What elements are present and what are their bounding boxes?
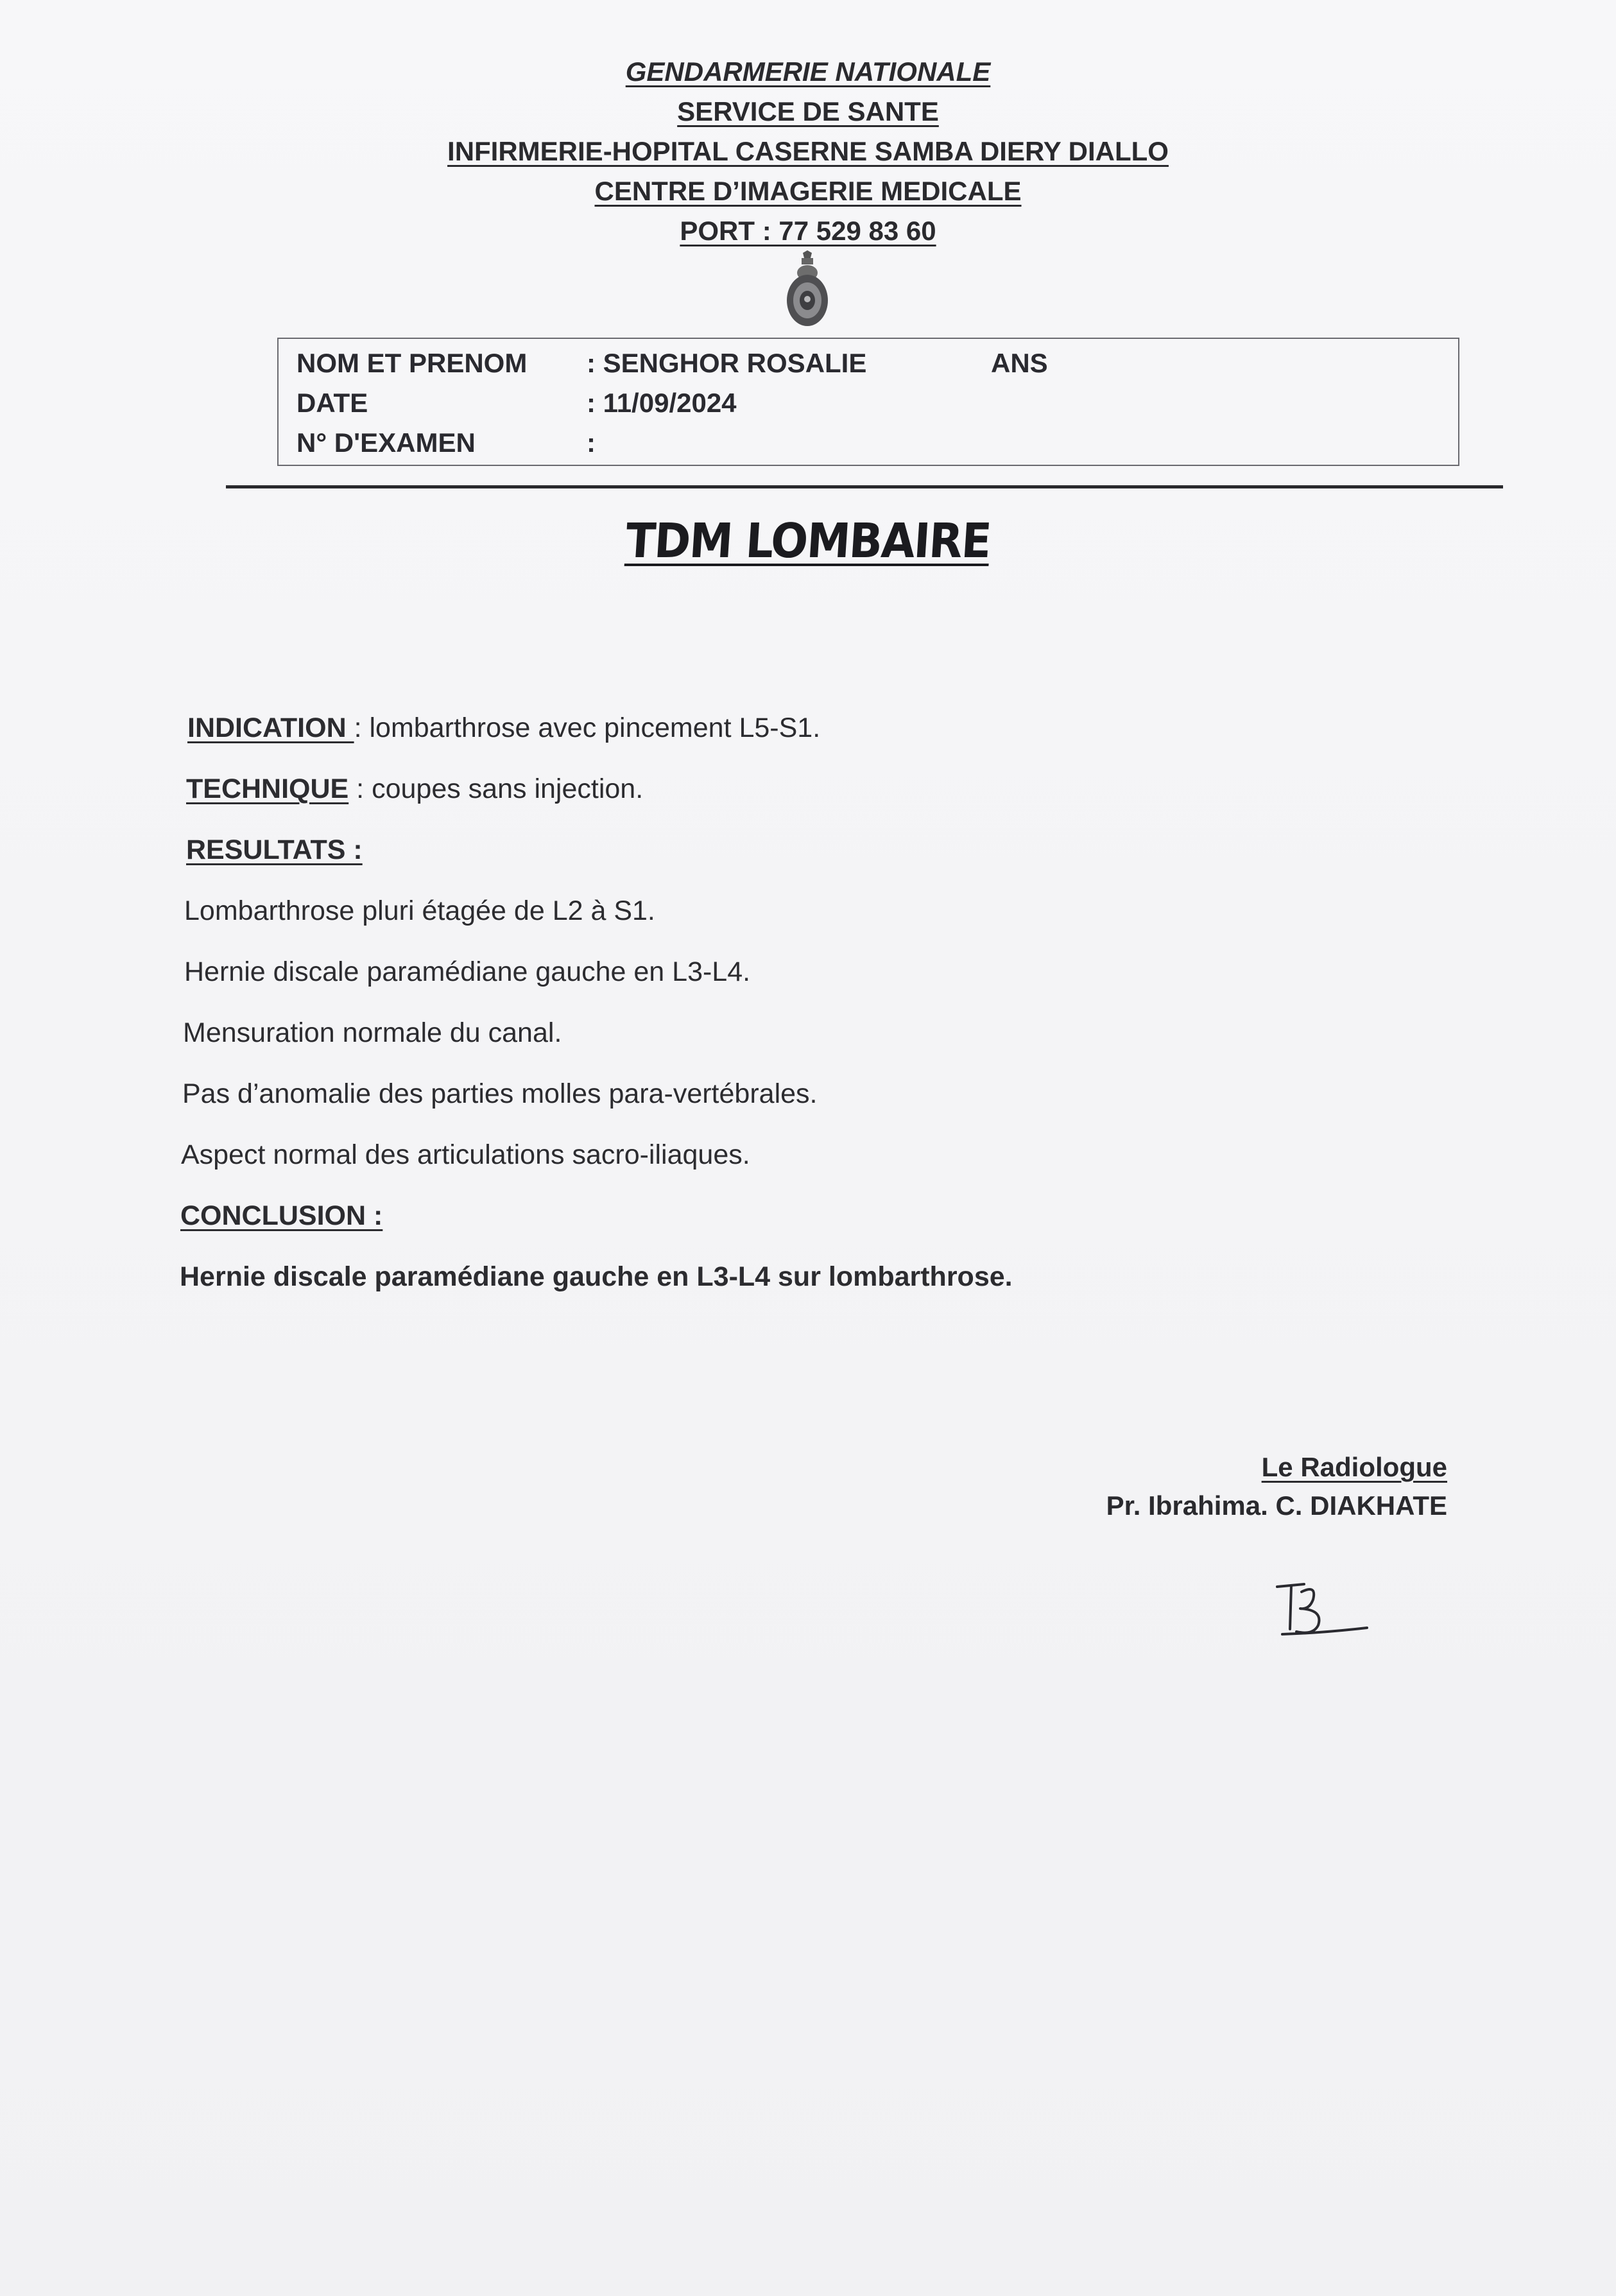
- results-label: RESULTATS :: [186, 834, 363, 865]
- results-heading: [186, 834, 363, 866]
- gendarmerie-emblem-icon: [785, 250, 830, 331]
- technique-label: TECHNIQUE: [186, 773, 349, 804]
- date-value: : 11/09/2024: [587, 388, 737, 418]
- exam-number-label: N° D'EXAMEN: [297, 427, 476, 458]
- conclusion-label: CONCLUSION :: [180, 1200, 383, 1231]
- conclusion-heading: [180, 1200, 383, 1232]
- date-label: DATE: [297, 388, 368, 418]
- header-line-5: PORT : 77 529 83 60: [680, 216, 936, 246]
- technique-line: [186, 773, 643, 805]
- header-line-2: SERVICE DE SANTE: [677, 96, 939, 126]
- result-item: Mensuration normale du canal.: [183, 1017, 562, 1048]
- exam-number-value: :: [587, 427, 596, 458]
- signatory-name: Pr. Ibrahima. C. DIAKHATE: [1106, 1490, 1447, 1521]
- handwritten-signature: [1264, 1573, 1373, 1650]
- exam-title: TDM LOMBAIRE: [624, 514, 992, 569]
- technique-text: : coupes sans injection.: [348, 773, 644, 804]
- indication-label: INDICATION: [187, 712, 354, 743]
- result-item: Lombarthrose pluri étagée de L2 à S1.: [184, 895, 655, 926]
- name-value: : SENGHOR ROSALIE: [587, 348, 867, 378]
- header-line-3: INFIRMERIE-HOPITAL CASERNE SAMBA DIERY DIALLO: [447, 136, 1169, 166]
- patient-info-box: [277, 338, 1459, 466]
- result-item: Pas d’anomalie des parties molles para-vertébrales.: [182, 1078, 818, 1109]
- conclusion-text: Hernie discale paramédiane gauche en L3-L4 sur lombarthrose.: [180, 1261, 1013, 1292]
- result-item: Hernie discale paramédiane gauche en L3-L4.: [184, 956, 751, 987]
- indication-text: : lombarthrose avec pincement L5-S1.: [354, 712, 821, 743]
- header-line-1: GENDARMERIE NATIONALE: [625, 56, 991, 87]
- name-label: NOM ET PRENOM: [297, 348, 528, 378]
- age-label: ANS: [991, 348, 1048, 378]
- signatory-role: Le Radiologue: [1261, 1452, 1447, 1482]
- indication-line: [187, 712, 820, 744]
- separator-rule: [226, 485, 1503, 488]
- result-item: Aspect normal des articulations sacro-iliaques.: [181, 1139, 750, 1170]
- header-line-4: CENTRE D’IMAGERIE MEDICALE: [594, 176, 1022, 206]
